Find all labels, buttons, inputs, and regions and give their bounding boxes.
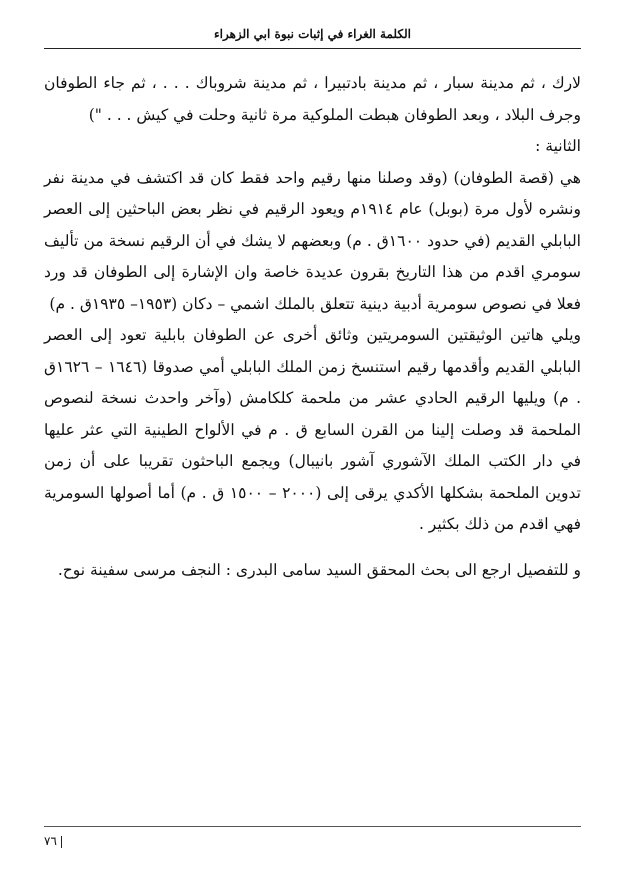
page-number-separator	[61, 836, 63, 848]
section-label-second: الثانية :	[535, 137, 581, 155]
paragraph-babylonian-documents: ويلي هاتين الوثيقتين السومريتين وثائق أخرى عن الطوفان بابلية تعود إلى العصر البابلي القديم وأقدمها رقيم استنسخ زمن الملك البابلي أمي صدوقا (١٦٤٦ – ١٦٢٦ق . م) ويليها الرقيم الحادي عشر من ملحمة كلكامش (وآخر واحدث نسخة لنصوص الملحمة قد وصلت إلينا من القرن السابع ق . م في الألواح الطينية التي عثر عليها في دار الكتب الملك الآشوري آشور بانيبال) ويجمع الباحثون تقريبا على أن زمن تدوين الملحمة بشكلها الأكدي يرقى إلى (٢٠٠٠ – ١٥٠٠ ق . م) أما أصولها السومرية فهي اقدم من ذلك بكثير .	[44, 326, 581, 533]
paragraph-flood-story: هي (قصة الطوفان) (وقد وصلنا منها رقيم واحد فقط كان قد اكتشف في مدينة نفر ونشره لأول مرة (بوبل) عام ١٩١٤م ويعود الرقيم في نظر بعض الباحثين إلى العصر البابلي القديم (في حدود ١٦٠٠ق . م) وبعضهم لا يشك في أن الرقيم نسخة من تأليف سومري اقدم من هذا التاريخ بقرون عديدة خاصة وان الإشارة إلى الطوفان قد ورد فعلا في نصوص سومرية أدبية دينية تتعلق بالملك اشمي – دكان (١٩٥٣– ١٩٣٥ق . م)	[44, 168, 581, 313]
footer-rule	[44, 826, 581, 827]
running-header	[44, 18, 581, 49]
page-body	[44, 68, 581, 586]
page-number-value: ٧٦	[44, 834, 57, 848]
book-title: الكلمة الغراء في إثبات نبوة ابي الزهراء	[213, 27, 412, 41]
paragraph-continuation: لارك ، ثم مدينة سبار ، ثم مدينة بادتبيرا ، ثم مدينة شروباك . . . ، ثم جاء الطوفان وجرف البلاد ، وبعد الطوفان هبطت الملوكية مرة ثانية وحلت في كيش . . . ")	[44, 74, 581, 124]
paragraph-reference-note: و للتفصيل ارجع الى بحث المحقق السيد سامى البدرى : النجف مرسى سفينة نوح.	[57, 560, 581, 579]
page-number	[44, 834, 62, 848]
